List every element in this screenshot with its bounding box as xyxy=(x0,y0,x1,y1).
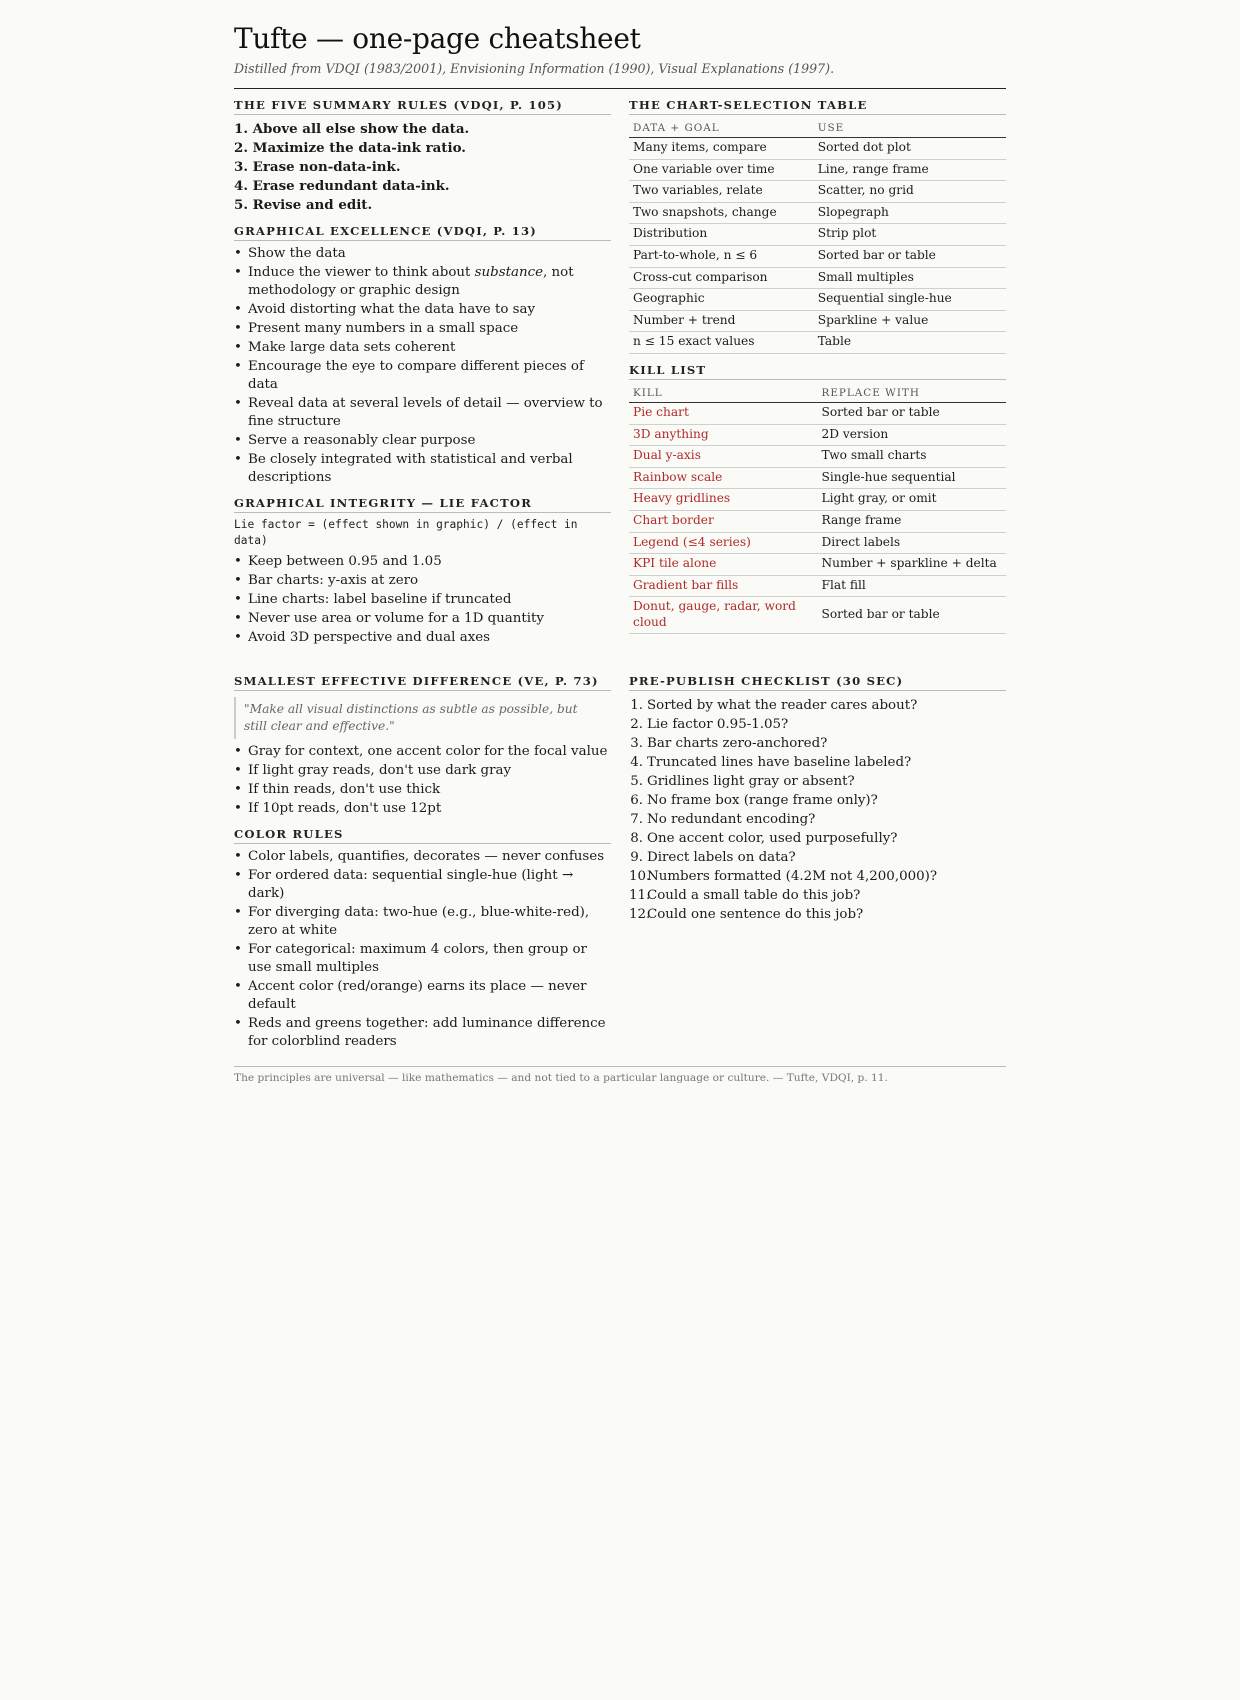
emphasis-substance: substance xyxy=(474,265,544,280)
checklist-text: No redundant encoding? xyxy=(647,812,816,827)
list-item: • If thin reads, don't use thick xyxy=(248,781,611,799)
table-row xyxy=(629,332,1006,354)
replace-cell: Number + sparkline + delta xyxy=(818,554,1007,576)
table-row xyxy=(629,554,1006,576)
chart-selection-body xyxy=(629,138,1006,354)
replace-cell: Two small charts xyxy=(818,446,1007,468)
checklist-text: Gridlines light gray or absent? xyxy=(647,774,855,789)
data-goal-cell: Many items, compare xyxy=(629,138,814,160)
list-item: • Color labels, quantifies, decorates — never confuses xyxy=(248,848,611,866)
checklist-number: 9. xyxy=(630,850,643,865)
checklist-text: Numbers formatted (4.2M not 4,200,000)? xyxy=(647,869,938,884)
column-header: REPLACE WITH xyxy=(818,382,1007,403)
use-cell: Sparkline + value xyxy=(814,310,1006,332)
table-header-row xyxy=(629,117,1006,138)
replace-cell: Direct labels xyxy=(818,532,1007,554)
list-item: • Serve a reasonably clear purpose xyxy=(248,432,611,450)
checklist-number: 11. xyxy=(629,888,651,903)
checklist-number: 12. xyxy=(629,907,651,922)
replace-cell: Flat fill xyxy=(818,575,1007,597)
table-row xyxy=(629,446,1006,468)
use-cell: Scatter, no grid xyxy=(814,181,1006,203)
kill-list-table xyxy=(629,382,1006,635)
chart-selection-heading: THE CHART-SELECTION TABLE xyxy=(629,98,1006,115)
checklist-item xyxy=(629,753,1006,772)
checklist-number: 10. xyxy=(629,869,651,884)
data-goal-cell: Distribution xyxy=(629,224,814,246)
kill-cell: KPI tile alone xyxy=(629,554,818,576)
list-item: • Reds and greens together: add luminance difference for colorblind readers xyxy=(248,1015,611,1051)
table-row xyxy=(629,532,1006,554)
integrity-list xyxy=(234,553,611,647)
five-rules-heading: THE FIVE SUMMARY RULES (VDQI, P. 105) xyxy=(234,98,611,115)
kill-cell: Heavy gridlines xyxy=(629,489,818,511)
checklist-item xyxy=(629,848,1006,867)
kill-cell: Rainbow scale xyxy=(629,467,818,489)
table-row xyxy=(629,575,1006,597)
kill-cell: Gradient bar fills xyxy=(629,575,818,597)
page-subtitle: Distilled from VDQI (1983/2001), Envisioning Information (1990), Visual Explanations (1997). xyxy=(234,61,835,76)
chart-selection-section xyxy=(629,98,1006,354)
checklist-text: Could one sentence do this job? xyxy=(647,907,864,922)
cheatsheet-page xyxy=(234,22,1006,1084)
list-item: • Accent color (red/orange) earns its place — never default xyxy=(248,978,611,1014)
list-item xyxy=(248,264,611,300)
checklist-item xyxy=(629,791,1006,810)
kill-cell: Legend (≤4 series) xyxy=(629,532,818,554)
checklist-item xyxy=(629,772,1006,791)
list-item: • Avoid distorting what the data have to say xyxy=(248,301,611,319)
checklist-item xyxy=(629,810,1006,829)
kill-list-heading: KILL LIST xyxy=(629,363,1006,380)
checklist-number: 5. xyxy=(630,774,643,789)
table-row xyxy=(629,138,1006,160)
checklist-text: Direct labels on data? xyxy=(647,850,796,865)
table-row xyxy=(629,310,1006,332)
checklist-item xyxy=(629,829,1006,848)
use-cell: Table xyxy=(814,332,1006,354)
kill-cell: Dual y-axis xyxy=(629,446,818,468)
checklist-text: Truncated lines have baseline labeled? xyxy=(647,755,912,770)
rule-item: 3. Erase non-data-ink. xyxy=(234,159,401,175)
replace-cell: 2D version xyxy=(818,424,1007,446)
kill-cell: Pie chart xyxy=(629,402,818,424)
list-item: • For categorical: maximum 4 colors, then group or use small multiples xyxy=(248,941,611,977)
rule-item: 2. Maximize the data-ink ratio. xyxy=(234,140,466,156)
table-row xyxy=(629,597,1006,634)
data-goal-cell: Geographic xyxy=(629,289,814,311)
list-item: • For diverging data: two-hue (e.g., blue-white-red), zero at white xyxy=(248,904,611,940)
excellence-list xyxy=(234,245,611,487)
bottom-grid xyxy=(234,665,1006,1052)
table-row xyxy=(629,181,1006,203)
table-row xyxy=(629,224,1006,246)
kill-cell: Donut, gauge, radar, word cloud xyxy=(629,597,818,634)
checklist-item xyxy=(629,886,1006,905)
checklist-text: Could a small table do this job? xyxy=(647,888,861,903)
checklist-text: Lie factor 0.95-1.05? xyxy=(647,717,789,732)
checklist-number: 8. xyxy=(630,831,643,846)
data-goal-cell: Cross-cut comparison xyxy=(629,267,814,289)
checklist-item xyxy=(629,734,1006,753)
checklist-text: Sorted by what the reader cares about? xyxy=(647,698,918,713)
column-header: KILL xyxy=(629,382,818,403)
left-column xyxy=(234,89,611,648)
list-item: • Keep between 0.95 and 1.05 xyxy=(248,553,611,571)
five-rules-list xyxy=(234,120,611,215)
chart-selection-table xyxy=(629,117,1006,354)
data-goal-cell: Two snapshots, change xyxy=(629,202,814,224)
right-column xyxy=(629,89,1006,648)
checklist-number: 2. xyxy=(630,717,643,732)
column-header: USE xyxy=(814,117,1006,138)
replace-cell: Single-hue sequential xyxy=(818,467,1007,489)
table-row xyxy=(629,202,1006,224)
smallest-difference-section xyxy=(234,674,611,818)
checklist-item xyxy=(629,867,1006,886)
kill-list-body xyxy=(629,402,1006,634)
checklist-item xyxy=(629,696,1006,715)
kill-list-section xyxy=(629,363,1006,635)
smallest-difference-list xyxy=(234,743,611,818)
smallest-difference-heading: SMALLEST EFFECTIVE DIFFERENCE (VE, P. 73) xyxy=(234,674,611,691)
color-rules-section xyxy=(234,827,611,1051)
use-cell: Slopegraph xyxy=(814,202,1006,224)
checklist-list xyxy=(629,696,1006,924)
list-item: • Gray for context, one accent color for the focal value xyxy=(248,743,611,761)
checklist-item xyxy=(629,715,1006,734)
checklist-text: Bar charts zero-anchored? xyxy=(647,736,828,751)
kill-cell: 3D anything xyxy=(629,424,818,446)
table-row xyxy=(629,424,1006,446)
use-cell: Sequential single-hue xyxy=(814,289,1006,311)
list-item: • If light gray reads, don't use dark gray xyxy=(248,762,611,780)
list-item: • Be closely integrated with statistical and verbal descriptions xyxy=(248,451,611,487)
table-row xyxy=(629,159,1006,181)
use-cell: Small multiples xyxy=(814,267,1006,289)
color-rules-list xyxy=(234,848,611,1051)
list-item: • Reveal data at several levels of detail — overview to fine structure xyxy=(248,395,611,431)
rule-item: 4. Erase redundant data-ink. xyxy=(234,178,450,194)
list-item: • Show the data xyxy=(248,245,611,263)
table-header-row xyxy=(629,382,1006,403)
list-item: • Bar charts: y-axis at zero xyxy=(248,572,611,590)
table-row xyxy=(629,245,1006,267)
rule-item: 1. Above all else show the data. xyxy=(234,121,470,137)
table-row xyxy=(629,267,1006,289)
table-row xyxy=(629,467,1006,489)
list-item: • Never use area or volume for a 1D quantity xyxy=(248,610,611,628)
rule-item: 5. Revise and edit. xyxy=(234,197,373,213)
replace-cell: Light gray, or omit xyxy=(818,489,1007,511)
checklist-section xyxy=(629,674,1006,924)
column-header: DATA + GOAL xyxy=(629,117,814,138)
replace-cell: Sorted bar or table xyxy=(818,597,1007,634)
list-item: • Make large data sets coherent xyxy=(248,339,611,357)
replace-cell: Range frame xyxy=(818,510,1007,532)
checklist-text: No frame box (range frame only)? xyxy=(647,793,878,808)
integrity-heading: GRAPHICAL INTEGRITY — LIE FACTOR xyxy=(234,496,611,513)
kill-cell: Chart border xyxy=(629,510,818,532)
integrity-section xyxy=(234,496,611,647)
footer-quote: The principles are universal — like mathematics — and not tied to a particular language or culture. — Tufte, VDQI, p. 11. xyxy=(234,1066,1006,1084)
table-row xyxy=(629,402,1006,424)
table-row xyxy=(629,510,1006,532)
data-goal-cell: Part-to-whole, n ≤ 6 xyxy=(629,245,814,267)
checklist-heading: PRE-PUBLISH CHECKLIST (30 SEC) xyxy=(629,674,1006,691)
use-cell: Sorted bar or table xyxy=(814,245,1006,267)
list-item-text: , not methodology or graphic design xyxy=(248,265,574,298)
left-column-bottom xyxy=(234,665,611,1052)
color-rules-heading: COLOR RULES xyxy=(234,827,611,844)
list-item: • Encourage the eye to compare different pieces of data xyxy=(248,358,611,394)
top-grid xyxy=(234,89,1006,648)
excellence-heading: GRAPHICAL EXCELLENCE (VDQI, P. 13) xyxy=(234,224,611,241)
tufte-quote: "Make all visual distinctions as subtle as possible, but still clear and effective." xyxy=(234,697,611,739)
table-row xyxy=(629,289,1006,311)
five-rules-section xyxy=(234,98,611,215)
lie-factor-formula: Lie factor = (effect shown in graphic) / (effect in data) xyxy=(234,518,578,547)
list-item: • If 10pt reads, don't use 12pt xyxy=(248,800,611,818)
use-cell: Sorted dot plot xyxy=(814,138,1006,160)
use-cell: Line, range frame xyxy=(814,159,1006,181)
checklist-number: 6. xyxy=(630,793,643,808)
data-goal-cell: One variable over time xyxy=(629,159,814,181)
checklist-number: 4. xyxy=(630,755,643,770)
page-title: Tufte — one-page cheatsheet xyxy=(234,22,641,55)
excellence-section xyxy=(234,224,611,487)
table-row xyxy=(629,489,1006,511)
list-item: • For ordered data: sequential single-hue (light → dark) xyxy=(248,867,611,903)
list-item-text: Induce the viewer to think about xyxy=(248,265,475,280)
right-column-bottom xyxy=(629,665,1006,1052)
checklist-number: 1. xyxy=(630,698,643,713)
checklist-number: 3. xyxy=(630,736,643,751)
data-goal-cell: Two variables, relate xyxy=(629,181,814,203)
use-cell: Strip plot xyxy=(814,224,1006,246)
list-item: • Present many numbers in a small space xyxy=(248,320,611,338)
checklist-text: One accent color, used purposefully? xyxy=(647,831,898,846)
checklist-number: 7. xyxy=(630,812,643,827)
list-item: • Line charts: label baseline if truncated xyxy=(248,591,611,609)
data-goal-cell: n ≤ 15 exact values xyxy=(629,332,814,354)
data-goal-cell: Number + trend xyxy=(629,310,814,332)
checklist-item xyxy=(629,905,1006,924)
replace-cell: Sorted bar or table xyxy=(818,402,1007,424)
list-item: • Avoid 3D perspective and dual axes xyxy=(248,629,611,647)
